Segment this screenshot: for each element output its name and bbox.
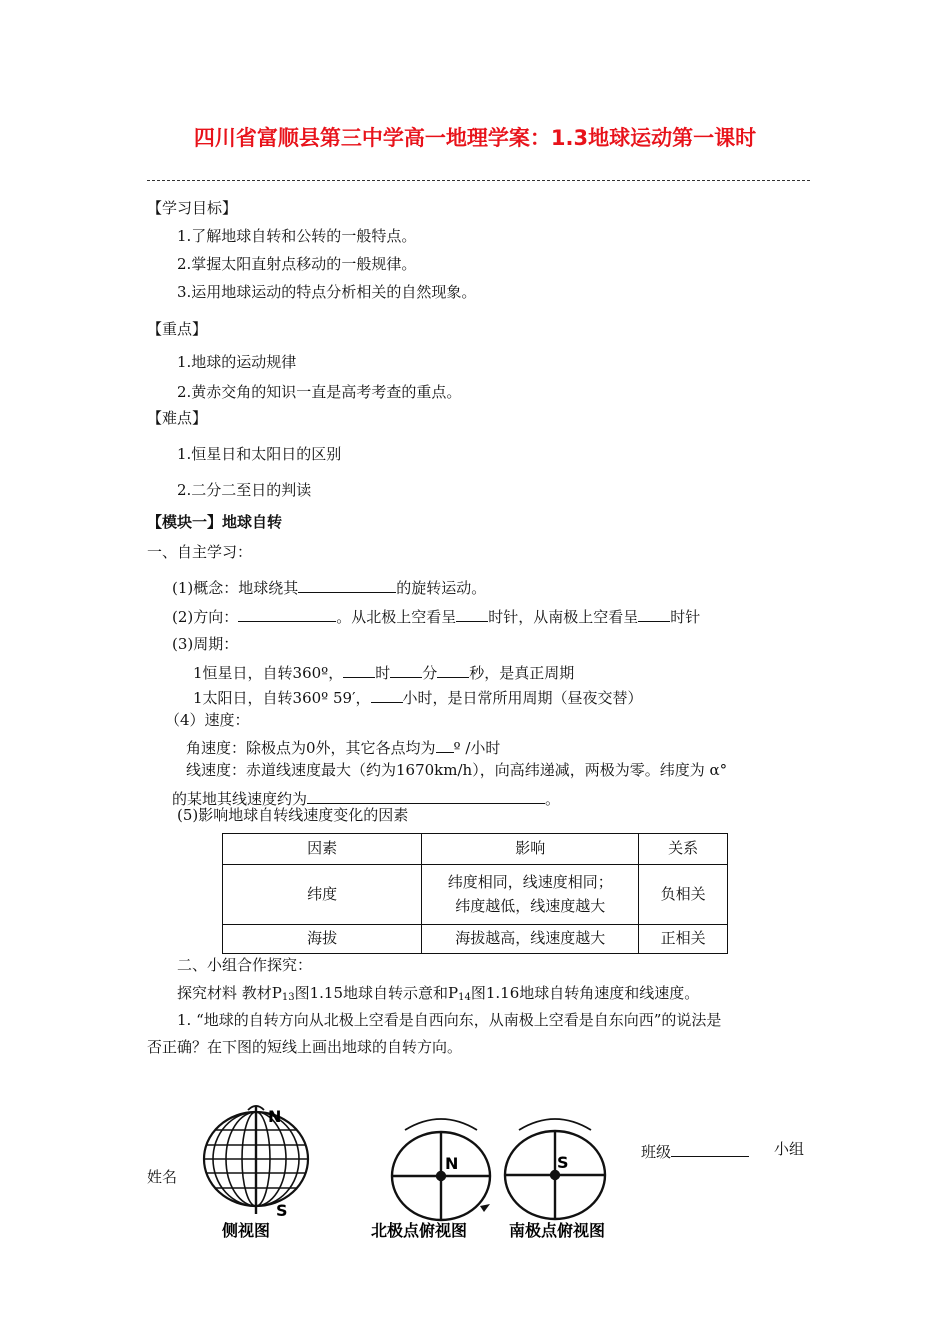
goal-item-1: 1.了解地球自转和公转的一般特点。 <box>177 227 417 245</box>
south-pole-point <box>551 1171 559 1179</box>
table-row <box>223 865 728 925</box>
north-pole-view <box>392 1119 490 1220</box>
name-label: 姓名 <box>147 1168 178 1186</box>
module-name: 地球自转 <box>222 513 283 531</box>
self-study-heading: 一、自主学习： <box>147 543 253 561</box>
concept-line: (1)概念：地球绕其 的旋转运动。 <box>172 579 487 597</box>
angular-speed-blank[interactable] <box>436 738 454 753</box>
linear-speed-line: 线速度：赤道线速度最大（约为1670km/h），向高纬递减，两极为零。纬度为 α° <box>186 761 728 779</box>
direction-blank[interactable] <box>238 607 336 622</box>
angular-speed-line: 角速度：除极点为0外，其它各点均为 º /小时 <box>186 739 501 757</box>
keypoint-item-2: 2.黄赤交角的知识一直是高考考查的重点。 <box>177 383 462 401</box>
south-pole-view <box>505 1119 605 1219</box>
page-title: 四川省富顺县第三中学高一地理学案：1.3地球运动第一课时 <box>193 126 757 150</box>
solar-day-line: 1太阳日，自转360º 59′， 小时，是日常所用周期（昼夜交替） <box>193 689 643 707</box>
module-bracket: 【模块一】 <box>147 513 223 531</box>
question-1-line-1: 1. “地球的自转方向从北极上空看是自西向东，从南极上空看是自东向西”的说法是 <box>177 1011 722 1029</box>
relation-cell: 正相关 <box>639 925 728 954</box>
effect-cell: 海拔越高，线速度越大 <box>422 925 639 954</box>
north-rotation-blank[interactable] <box>456 607 488 622</box>
north-view-caption: 北极点俯视图 <box>371 1221 468 1240</box>
earth-rotation-diagrams <box>0 1100 950 1250</box>
keypoints-heading: 【重点】 <box>147 320 208 338</box>
linear-speed-line-2: 的某地其线速度约为 。 <box>172 790 561 808</box>
effect-cell: 纬度相同，线速度相同； 纬度越低，线速度越大 <box>422 865 639 925</box>
sidereal-seconds-blank[interactable] <box>437 663 469 678</box>
direction-line: (2)方向： 。从北极上空看呈 时针，从南极上空看呈 时针 <box>172 608 701 626</box>
factor-cell: 海拔 <box>223 925 422 954</box>
header-effect: 影响 <box>422 834 639 865</box>
side-s-label: S <box>276 1201 288 1220</box>
difficulty-item-1: 1.恒星日和太阳日的区别 <box>177 445 342 463</box>
difficulty-item-2: 2.二分二至日的判读 <box>177 481 312 499</box>
question-1-line-2: 否正确？在下图的短线上画出地球的自转方向。 <box>147 1038 463 1056</box>
period-heading: (3)周期： <box>172 635 239 653</box>
speed-heading: （4）速度： <box>165 711 250 729</box>
factor-cell: 纬度 <box>223 865 422 925</box>
module-heading <box>147 515 282 530</box>
side-view-caption: 侧视图 <box>222 1221 271 1240</box>
sidereal-minutes-blank[interactable] <box>390 663 422 678</box>
goal-item-2: 2.掌握太阳直射点移动的一般规律。 <box>177 255 417 273</box>
sidereal-day-line: 1恒星日，自转360º， 时 分 秒，是真正周期 <box>193 664 575 682</box>
linear-speed-blank[interactable] <box>307 789 545 804</box>
goals-heading: 【学习目标】 <box>147 199 238 217</box>
class-label: 班级 <box>641 1143 672 1161</box>
sidereal-hours-blank[interactable] <box>343 663 375 678</box>
header-relation: 关系 <box>639 834 728 865</box>
south-rotation-line <box>519 1119 591 1130</box>
relation-cell: 负相关 <box>639 865 728 925</box>
north-rotation-line <box>405 1119 477 1130</box>
group-heading: 二、小组合作探究： <box>177 956 313 974</box>
table-header-row <box>223 834 728 865</box>
difficulties-heading: 【难点】 <box>147 409 208 427</box>
side-view-globe <box>204 1106 308 1214</box>
keypoint-item-1: 1.地球的运动规律 <box>177 353 297 371</box>
solar-hours-blank[interactable] <box>371 688 403 703</box>
table-row <box>223 925 728 954</box>
south-s-label: S <box>557 1153 569 1172</box>
concept-blank[interactable] <box>298 578 396 593</box>
class-input[interactable] <box>671 1142 749 1157</box>
header-factor: 因素 <box>223 834 422 865</box>
class-field <box>641 1142 749 1160</box>
south-rotation-blank[interactable] <box>638 607 670 622</box>
south-view-caption: 南极点俯视图 <box>509 1221 606 1240</box>
group-label: 小组 <box>774 1140 805 1158</box>
side-n-label: N <box>268 1107 282 1126</box>
north-n-label: N <box>445 1154 459 1173</box>
goal-item-3: 3.运用地球运动的特点分析相关的自然现象。 <box>177 283 477 301</box>
factors-heading: (5)影响地球自转线速度变化的因素 <box>177 806 409 824</box>
factors-table <box>222 833 728 954</box>
title-divider <box>147 180 810 181</box>
north-pole-point <box>437 1172 445 1180</box>
material-line: 探究材料 教材$P_{13}$图1.15地球自转示意和$P_{14}$图1.16地球自转角速度和线速度。 <box>177 984 700 1003</box>
